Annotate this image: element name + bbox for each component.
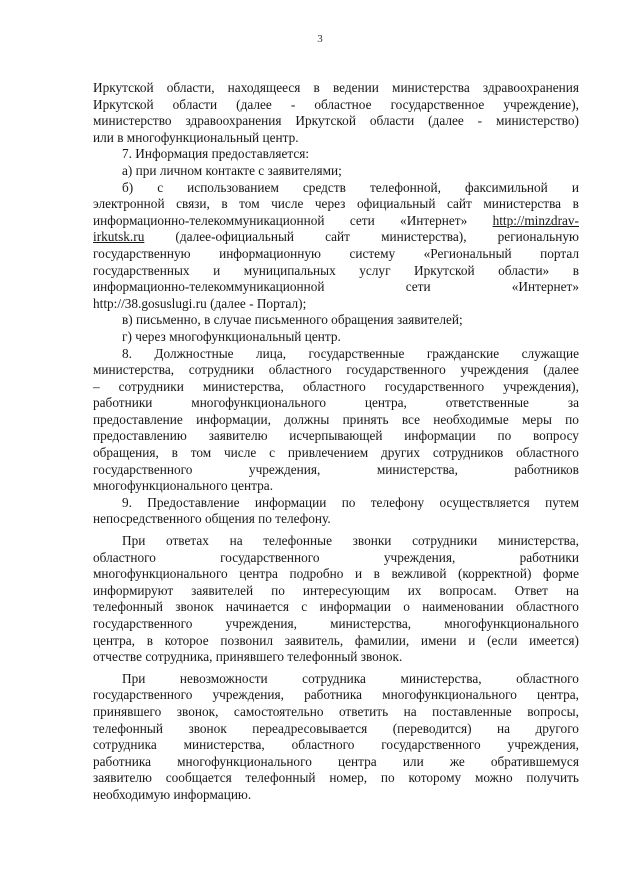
word: в bbox=[313, 80, 320, 95]
text-line bbox=[93, 263, 579, 280]
word: министерства, bbox=[330, 616, 412, 631]
word: многофункционального bbox=[93, 566, 228, 582]
word: государственного bbox=[93, 616, 193, 631]
word: по bbox=[497, 428, 512, 444]
word: государственного bbox=[346, 362, 446, 378]
word: заявителю bbox=[208, 428, 268, 444]
text-line bbox=[93, 80, 579, 97]
word: и bbox=[354, 566, 363, 582]
word: многофункционального bbox=[191, 395, 326, 411]
word: области, bbox=[166, 80, 215, 95]
word: сайт bbox=[325, 229, 350, 245]
word: б) bbox=[122, 179, 134, 195]
text-line bbox=[93, 229, 579, 246]
word: (корректной) bbox=[457, 566, 532, 582]
word: электронной bbox=[93, 196, 165, 212]
word: номер, bbox=[329, 770, 368, 786]
word: ответах bbox=[166, 533, 209, 549]
word: областного bbox=[93, 549, 156, 565]
word: или bbox=[402, 753, 424, 769]
word: государственных bbox=[93, 262, 190, 278]
line-text: 7. Информация предоставляется: bbox=[122, 146, 310, 162]
text-line bbox=[93, 213, 579, 230]
word: центра, bbox=[93, 632, 135, 648]
word: министерства, bbox=[497, 533, 579, 549]
word: на bbox=[403, 703, 417, 719]
word: в bbox=[373, 566, 380, 582]
text-line bbox=[93, 495, 579, 512]
word: министерство bbox=[93, 113, 172, 129]
text-line bbox=[93, 246, 579, 263]
word: Иркутской bbox=[93, 96, 154, 112]
word: в bbox=[171, 445, 178, 461]
word: сообщается bbox=[165, 770, 232, 786]
word: на bbox=[229, 533, 243, 549]
word: Предоставление bbox=[147, 494, 240, 510]
page-number: 3 bbox=[317, 33, 323, 45]
word: звонки bbox=[352, 533, 392, 549]
hyperlink[interactable]: irkutsk.ru bbox=[93, 229, 145, 245]
word: многофункционального bbox=[177, 753, 312, 769]
word: «Региональный bbox=[423, 245, 512, 261]
word: сотрудники bbox=[188, 362, 255, 378]
word: Иркутской bbox=[93, 80, 154, 95]
word: министерства, bbox=[400, 670, 482, 686]
text-line bbox=[93, 428, 579, 445]
word: информационно-телекоммуникационной bbox=[93, 279, 325, 295]
word: которое bbox=[164, 632, 209, 648]
word: гражданские bbox=[426, 345, 500, 361]
word: же bbox=[449, 753, 465, 769]
word: многофункционального bbox=[382, 687, 517, 703]
word: сети bbox=[349, 212, 375, 228]
text-line bbox=[93, 566, 579, 583]
word: в bbox=[146, 632, 153, 648]
line-text: необходимую информацию. bbox=[93, 786, 252, 802]
text-line bbox=[93, 146, 579, 163]
word: средств bbox=[302, 179, 346, 195]
word: областное bbox=[314, 96, 372, 112]
word: заявитель, bbox=[284, 632, 344, 648]
word: областного bbox=[516, 445, 579, 461]
word: находящееся bbox=[227, 80, 301, 95]
word: форме bbox=[542, 566, 579, 582]
word: факсимильной bbox=[465, 179, 548, 195]
word: начинается bbox=[225, 599, 290, 615]
word: наименовании bbox=[422, 599, 504, 615]
word: Иркутской bbox=[295, 113, 356, 129]
word: - bbox=[290, 96, 296, 112]
word: официальный bbox=[356, 196, 436, 212]
word: сайт bbox=[446, 196, 472, 212]
word: сети bbox=[405, 279, 431, 295]
word: осуществляется bbox=[439, 494, 530, 510]
word: министерства, bbox=[183, 737, 265, 753]
word: служащие bbox=[521, 345, 579, 361]
word: информируют bbox=[93, 582, 174, 598]
word: многофункционального bbox=[444, 616, 579, 631]
word: министерства), bbox=[381, 229, 467, 245]
word: связи, bbox=[176, 196, 210, 212]
word: «Интернет» bbox=[400, 212, 468, 228]
word: информационную bbox=[219, 245, 321, 261]
word: в bbox=[572, 262, 579, 278]
word: областного bbox=[516, 670, 579, 686]
word: в bbox=[572, 196, 579, 212]
word: центра bbox=[338, 753, 377, 769]
word: вопросам. bbox=[439, 582, 497, 598]
word: информации bbox=[254, 494, 327, 510]
line-text: а) при личном контакте с заявителями; bbox=[122, 162, 342, 178]
text-line bbox=[93, 362, 579, 379]
text-line bbox=[93, 130, 579, 147]
word: фамилии, bbox=[354, 632, 410, 648]
word: информации, bbox=[196, 411, 271, 427]
word: имеется) bbox=[529, 632, 579, 648]
word: по bbox=[271, 582, 285, 598]
word: (если bbox=[487, 632, 518, 648]
word: учреждения, bbox=[507, 737, 579, 753]
word: государственное bbox=[390, 96, 485, 112]
text-line bbox=[93, 787, 579, 804]
word: Ответ bbox=[514, 582, 548, 598]
word: министерства, bbox=[376, 461, 458, 477]
word: принявшего bbox=[93, 703, 162, 719]
line-text: непосредственного общения по телефону. bbox=[93, 511, 331, 527]
word: том bbox=[190, 445, 212, 461]
word: привлечением bbox=[287, 445, 369, 461]
word: сотрудники bbox=[412, 533, 478, 549]
text-line bbox=[93, 395, 579, 412]
word: государственного bbox=[93, 461, 193, 477]
word: невозможности bbox=[179, 670, 268, 686]
word: государственные bbox=[308, 345, 405, 361]
word: учреждения, bbox=[248, 461, 321, 477]
word: центра bbox=[239, 566, 278, 582]
word: заявителю bbox=[93, 770, 152, 786]
word: звонок bbox=[188, 720, 227, 736]
text-line bbox=[93, 180, 579, 197]
word: сотрудника bbox=[302, 670, 366, 686]
word: (далее-официальный bbox=[175, 229, 294, 245]
word: вежливой bbox=[391, 566, 447, 582]
text-line bbox=[93, 445, 579, 462]
text-line bbox=[93, 754, 579, 771]
word: поставленные bbox=[432, 703, 512, 719]
word: их bbox=[407, 582, 422, 598]
text-line bbox=[93, 346, 579, 363]
word: с bbox=[301, 599, 308, 615]
word: учреждения, bbox=[225, 616, 297, 631]
word: том bbox=[239, 196, 260, 212]
text-line bbox=[93, 412, 579, 429]
word: с bbox=[269, 445, 275, 461]
word: через bbox=[314, 196, 346, 212]
word: министерство) bbox=[495, 113, 579, 129]
word: интересующим bbox=[302, 582, 390, 598]
word: учреждения, bbox=[383, 549, 456, 565]
word: работника bbox=[304, 687, 363, 703]
word: предоставление bbox=[93, 411, 183, 427]
word: позвонил bbox=[220, 632, 274, 648]
word: - bbox=[477, 113, 483, 129]
word: звонок bbox=[175, 599, 214, 615]
word: путем bbox=[545, 494, 579, 510]
word: (далее bbox=[428, 113, 464, 129]
word: предоставлению bbox=[93, 428, 187, 444]
line-text: многофункционального центра. bbox=[93, 478, 274, 494]
word: подробно bbox=[289, 566, 344, 582]
word: областного bbox=[516, 599, 579, 615]
word: другого bbox=[535, 720, 579, 736]
word: использованием bbox=[187, 179, 279, 195]
word: обращения, bbox=[93, 445, 159, 461]
word: здравоохранения bbox=[482, 80, 579, 95]
word: центра, bbox=[537, 687, 579, 703]
word: в bbox=[221, 196, 228, 212]
text-line bbox=[93, 97, 579, 114]
word: должны bbox=[284, 411, 330, 427]
word: принять bbox=[342, 411, 389, 427]
word: работники bbox=[519, 549, 579, 565]
text-line bbox=[93, 737, 579, 754]
text-line bbox=[93, 379, 579, 396]
word: государственную bbox=[93, 245, 191, 261]
line-text: или в многофункциональный центр. bbox=[93, 129, 299, 145]
word: вопросу bbox=[532, 428, 579, 444]
text-line bbox=[93, 113, 579, 130]
text-line bbox=[93, 478, 579, 495]
word: по bbox=[341, 494, 356, 510]
word: информационно-телекоммуникационной bbox=[93, 212, 325, 228]
word: информации bbox=[319, 599, 391, 615]
word: области bbox=[172, 96, 218, 112]
text-line bbox=[93, 721, 579, 738]
word: Должностные bbox=[154, 345, 234, 361]
word: информации bbox=[404, 428, 476, 444]
word: и bbox=[571, 179, 579, 195]
text-line bbox=[93, 616, 579, 633]
word: работника bbox=[93, 753, 151, 769]
word: государственного bbox=[384, 378, 485, 394]
word: здравоохранения bbox=[185, 113, 282, 129]
word: государственного bbox=[381, 737, 481, 753]
word: министерства, bbox=[93, 362, 175, 378]
word: за bbox=[567, 395, 579, 411]
word: областного bbox=[302, 378, 366, 394]
word: по bbox=[565, 411, 579, 427]
word: ведении bbox=[332, 80, 379, 95]
word: (далее bbox=[543, 362, 579, 378]
word: о bbox=[403, 599, 410, 615]
word: все bbox=[401, 411, 420, 427]
word: ответить bbox=[338, 703, 389, 719]
word: (переводится) bbox=[392, 720, 472, 736]
word: ответственные bbox=[445, 395, 529, 411]
text-line bbox=[93, 296, 579, 313]
word: переадресовывается bbox=[252, 720, 368, 736]
word: учреждения bbox=[460, 362, 529, 378]
word: учреждения), bbox=[503, 378, 579, 394]
text-line bbox=[93, 312, 579, 329]
word: министерства bbox=[483, 196, 562, 212]
word: телефонный bbox=[245, 770, 316, 786]
word: других bbox=[380, 445, 421, 461]
text-line bbox=[93, 163, 579, 180]
word: При bbox=[122, 533, 146, 549]
word: учреждение), bbox=[503, 96, 579, 112]
word: работников bbox=[514, 461, 579, 477]
word: областного bbox=[268, 362, 332, 378]
text-line bbox=[93, 687, 579, 704]
text-line bbox=[93, 533, 579, 550]
word: и bbox=[213, 262, 221, 278]
word: на bbox=[497, 720, 511, 736]
word: которому bbox=[408, 770, 462, 786]
text-line bbox=[93, 770, 579, 787]
word: государственного bbox=[93, 687, 193, 703]
text-line bbox=[93, 633, 579, 650]
line-text: отчестве сотрудника, принявшего телефонный звонок. bbox=[93, 649, 403, 665]
text-line bbox=[93, 196, 579, 213]
word: работники bbox=[93, 395, 153, 411]
word: При bbox=[122, 670, 146, 686]
text-line bbox=[93, 599, 579, 616]
word: и bbox=[468, 632, 476, 648]
word: лица, bbox=[256, 345, 287, 361]
word: центра, bbox=[364, 395, 407, 411]
word: «Интернет» bbox=[511, 279, 579, 295]
word: государственного bbox=[220, 549, 320, 565]
text-line bbox=[93, 511, 579, 528]
word: телефонной, bbox=[369, 179, 441, 195]
word: Иркутской bbox=[414, 262, 475, 278]
word: сотрудников bbox=[432, 445, 504, 461]
word: телефонные bbox=[263, 533, 332, 549]
line-text: г) через многофункциональный центр. bbox=[122, 328, 341, 344]
word: необходимые bbox=[433, 411, 509, 427]
word: числе bbox=[224, 445, 257, 461]
word: систему bbox=[349, 245, 396, 261]
word: портал bbox=[540, 245, 579, 261]
word: региональную bbox=[497, 229, 579, 245]
word: получить bbox=[526, 770, 579, 786]
word: меры bbox=[522, 411, 552, 427]
word: с bbox=[157, 179, 164, 195]
text-line bbox=[93, 462, 579, 479]
word: сотрудники bbox=[118, 378, 184, 394]
word: на bbox=[565, 582, 579, 598]
word: министерства bbox=[392, 80, 470, 95]
word: муниципальных bbox=[243, 262, 336, 278]
word: имени bbox=[420, 632, 457, 648]
text-line bbox=[93, 583, 579, 600]
text-line bbox=[93, 329, 579, 346]
word: (далее bbox=[236, 96, 272, 112]
text-line bbox=[93, 279, 579, 296]
word: заявителей bbox=[191, 582, 254, 598]
text-line bbox=[93, 550, 579, 567]
text-line bbox=[93, 671, 579, 688]
word: области bbox=[369, 113, 415, 129]
word: вопросы, bbox=[527, 703, 579, 719]
word: услуг bbox=[359, 262, 391, 278]
word: обратившемуся bbox=[490, 753, 579, 769]
line-text: в) письменно, в случае письменного обращения заявителей; bbox=[122, 312, 463, 328]
hyperlink[interactable]: http://minzdrav- bbox=[492, 212, 579, 228]
word: министерства, bbox=[202, 378, 284, 394]
line-text: http://38.gosuslugi.ru (далее - Портал); bbox=[93, 295, 307, 311]
word: области» bbox=[498, 262, 550, 278]
word: сотрудника bbox=[93, 737, 157, 753]
word: – bbox=[93, 378, 100, 394]
word: областного bbox=[291, 737, 355, 753]
text-line bbox=[93, 649, 579, 666]
word: учреждения, bbox=[212, 687, 284, 703]
word: числе bbox=[271, 196, 304, 212]
word: по bbox=[380, 770, 395, 786]
word: 8. bbox=[122, 345, 132, 361]
document-body bbox=[93, 80, 579, 804]
word: телефонный bbox=[93, 599, 163, 615]
word: телефонный bbox=[93, 720, 163, 736]
text-line bbox=[93, 704, 579, 721]
word: исчерпывающей bbox=[289, 428, 383, 444]
word: звонок, bbox=[176, 703, 219, 719]
word: можно bbox=[474, 770, 513, 786]
word: самостоятельно bbox=[233, 703, 324, 719]
word: телефону bbox=[370, 494, 425, 510]
word: 9. bbox=[122, 494, 132, 510]
